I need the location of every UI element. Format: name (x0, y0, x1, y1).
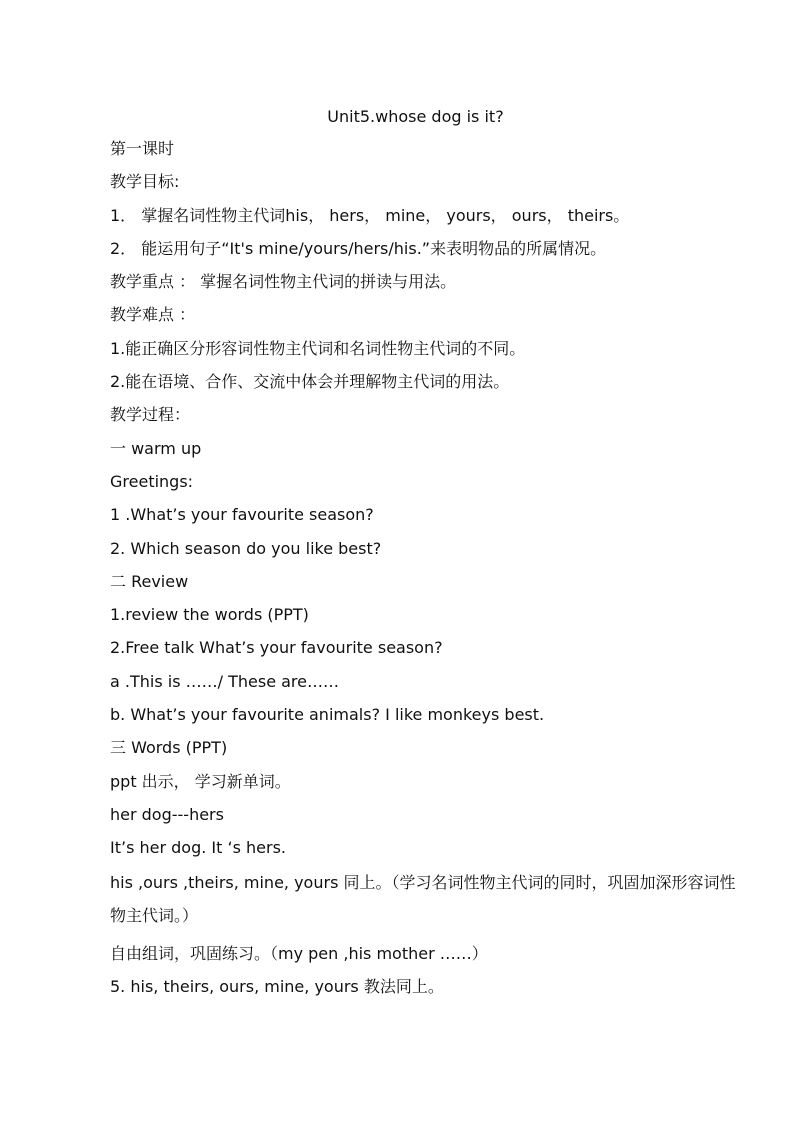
text-line: 教学目标: (110, 172, 180, 192)
text-line: her dog---hers (110, 804, 224, 824)
text-line: 教学难点 ： (110, 305, 196, 325)
text-paragraph (110, 866, 740, 932)
text-line: 2． 能运用句子“It's mine/yours/hers/his.”来表明物品的所属情况。 (110, 238, 607, 258)
text-line: 2. Which season do you like best? (110, 538, 382, 558)
text-line: b. What’s your favourite animals? I like monkeys best. (110, 705, 545, 725)
text-line: 2.Free talk What’s your favourite season? (110, 638, 443, 658)
text-line: a .This is ……/ These are…… (110, 671, 339, 691)
document-title: Unit5.whose dog is it? (327, 107, 504, 126)
text-line: 三 Words (PPT) (110, 738, 228, 758)
text-line: 一 warm up (110, 438, 202, 458)
document-body (110, 138, 740, 1009)
text-line: 5. his, theirs, ours, mine, yours 教法同上。 (110, 976, 444, 996)
text-line: 1.能正确区分形容词性物主代词和名词性物主代词的不同。 (110, 338, 526, 358)
text-line: 1． 掌握名词性物主代词his， hers， mine， yours， ours， theirs。 (110, 205, 630, 225)
text-line: ppt 出示， 学习新单词。 (110, 771, 291, 791)
text-line: 二 Review (110, 571, 189, 591)
text-line: 教学重点 ： 掌握名词性物主代词的拼读与用法。 (110, 272, 457, 292)
text-line: Greetings: (110, 471, 194, 491)
text-line: 2.能在语境、合作、交流中体会并理解物主代词的用法。 (110, 372, 510, 392)
text-line: 1 .What’s your favourite season? (110, 505, 374, 525)
text-line: 1.review the words (PPT) (110, 605, 309, 625)
text-line: 教学过程： (110, 405, 191, 425)
paragraph-text: his ,ours ,theirs, mine, yours 同上。（学习名词性物主代词的同时，巩固加深形容词性物主代词。） (110, 872, 736, 925)
text-line: It’s her dog. It ‘s hers. (110, 838, 286, 858)
text-line: 自由组词，巩固练习。（my pen ,his mother ……） (110, 943, 488, 963)
text-line: 第一课时 (110, 139, 175, 158)
